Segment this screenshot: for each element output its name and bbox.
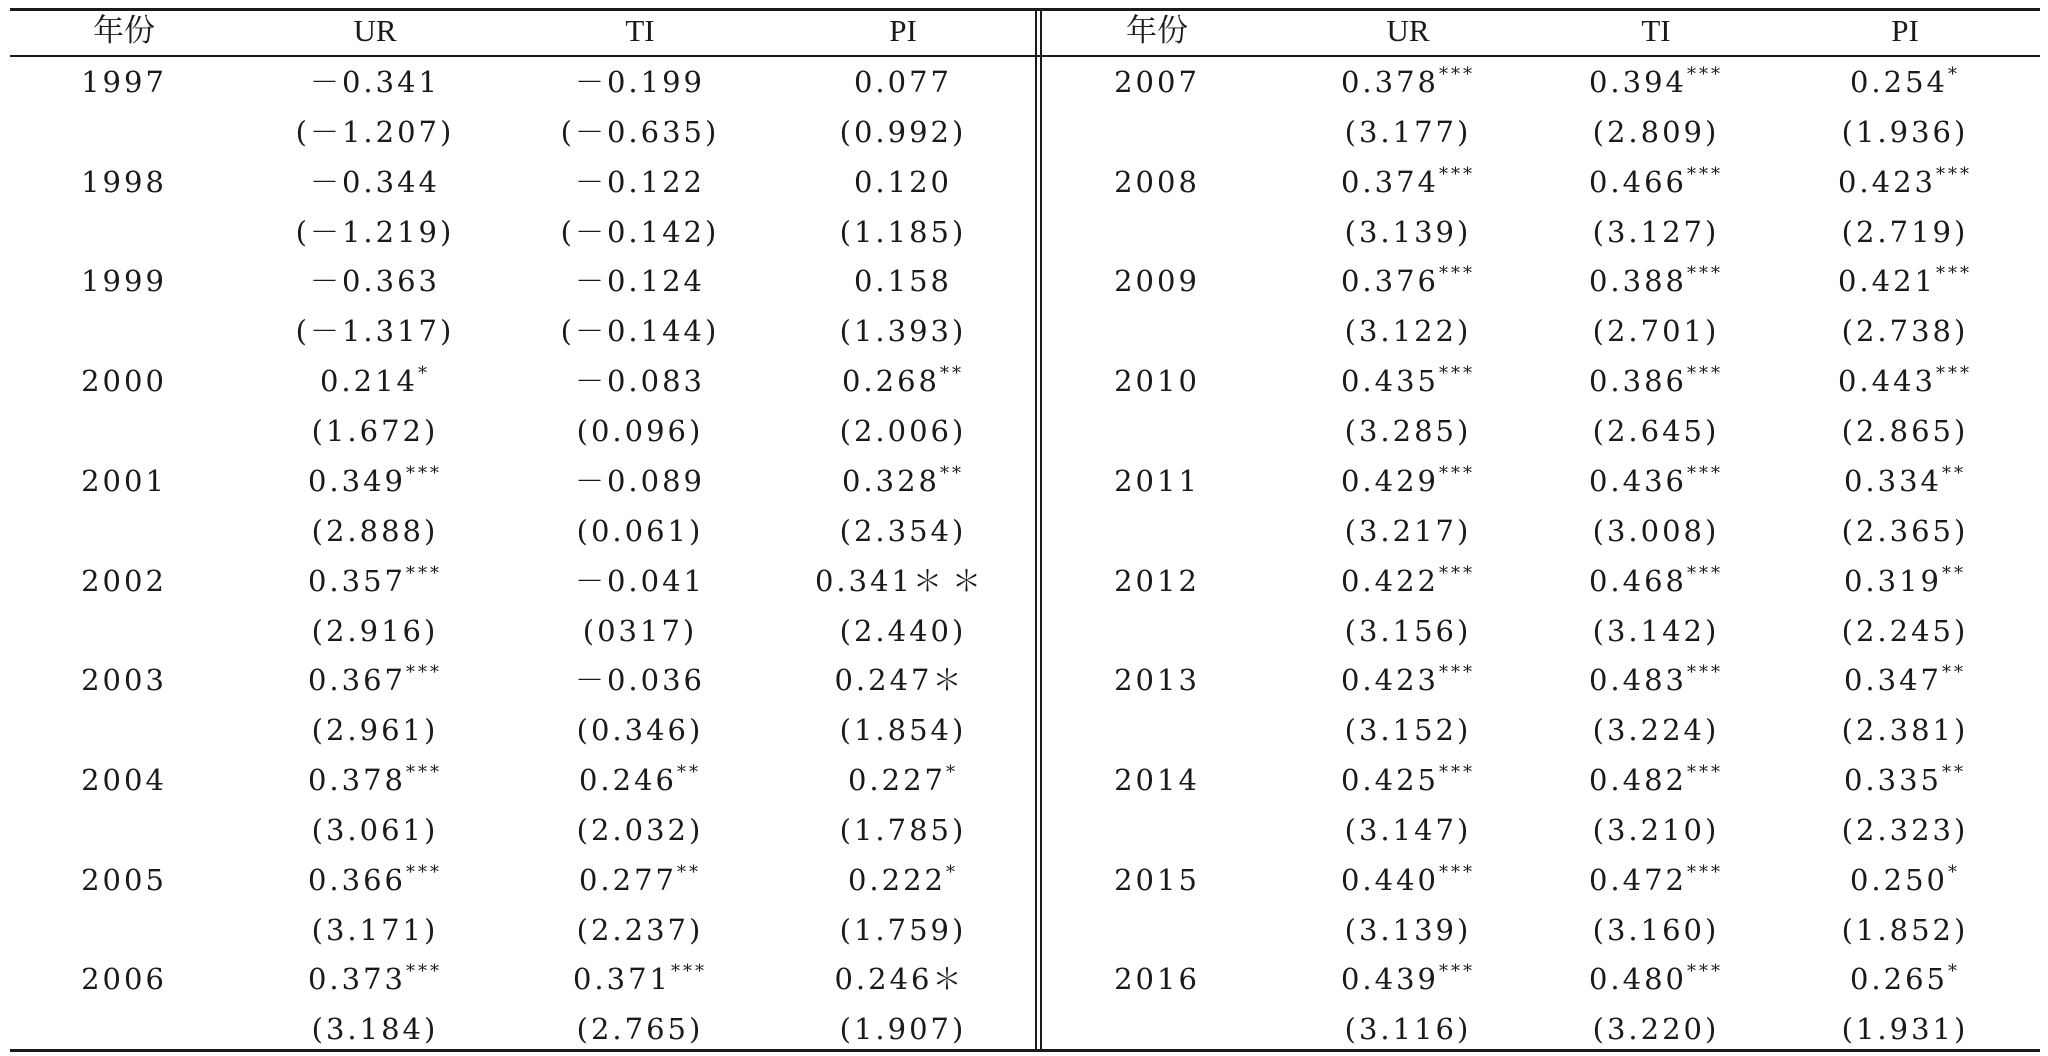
coef-value: 0.277 — [578, 862, 678, 897]
right-coef-ur — [1340, 761, 1476, 797]
right-coef-ti — [1588, 662, 1724, 698]
coef-value: 0.367 — [307, 663, 407, 698]
coef-value: 0.482 — [1588, 762, 1688, 797]
significance-stars: *** — [1439, 462, 1476, 484]
right-coef-ti — [1588, 64, 1724, 99]
right-tstat-ur: (3.152) — [1344, 713, 1472, 748]
right-tstat-ti: (3.210) — [1592, 812, 1720, 847]
significance-stars: *** — [1439, 761, 1476, 783]
coef-value: 0.374 — [1340, 164, 1440, 199]
right-year-cell: 2008 — [1114, 164, 1200, 199]
right-year-cell: 2007 — [1114, 65, 1200, 99]
right-tstat-ur: (3.139) — [1344, 912, 1472, 947]
significance-stars: *** — [1439, 363, 1476, 385]
coef-value: －0.341 — [309, 65, 441, 99]
significance-stars: *** — [406, 662, 443, 684]
coef-value: 0.319 — [1843, 563, 1943, 598]
coef-value: 0.472 — [1588, 862, 1688, 897]
left-header-pi: PI — [889, 13, 917, 48]
right-year-cell: 2015 — [1114, 862, 1200, 897]
coef-value: 0.373 — [307, 962, 407, 997]
left-header-ti: TI — [625, 13, 655, 48]
left-year-cell: 2006 — [81, 962, 167, 997]
significance-stars: ** — [940, 462, 965, 484]
right-tstat-pi: (1.931) — [1841, 1012, 1969, 1047]
left-year-cell: 2002 — [81, 563, 167, 598]
right-header-pi: PI — [1891, 13, 1919, 48]
left-year-cell: 2000 — [81, 364, 167, 399]
coef-value: 0.439 — [1340, 962, 1440, 997]
significance-stars: *** — [1687, 562, 1724, 584]
significance-stars: *** — [1687, 462, 1724, 484]
coef-value: 0.423 — [1837, 164, 1937, 199]
right-coef-ur — [1340, 363, 1476, 399]
coef-value: 0.429 — [1340, 463, 1440, 498]
coef-value: 0.440 — [1340, 862, 1440, 897]
right-header-ti: TI — [1641, 13, 1671, 48]
coef-value: －0.124 — [574, 264, 706, 299]
significance-stars: *** — [1439, 662, 1476, 684]
significance-stars: ** — [677, 761, 702, 783]
significance-stars: * — [1948, 961, 1961, 983]
right-tstat-pi: (1.852) — [1841, 912, 1969, 947]
right-tstat-pi: (2.865) — [1841, 414, 1969, 449]
coef-value: 0.120 — [853, 164, 953, 199]
right-coef-ti — [1588, 861, 1724, 897]
left-tstat-pi: (2.440) — [839, 613, 967, 648]
coef-value: 0.247 — [834, 663, 933, 698]
coef-value: －0.199 — [574, 65, 706, 99]
right-year-cell: 2012 — [1114, 563, 1200, 598]
significance-stars: *** — [406, 462, 443, 484]
coef-value: 0.265 — [1849, 962, 1949, 997]
coef-value: 0.214 — [319, 364, 419, 399]
significance-mark: ＊ — [932, 962, 972, 997]
significance-stars: ** — [1942, 662, 1967, 684]
right-coef-ti — [1588, 961, 1724, 997]
right-tstat-ur: (3.147) — [1344, 812, 1472, 847]
left-coef-ti — [574, 164, 706, 199]
left-coef-ti — [578, 761, 702, 797]
right-coef-ur — [1340, 462, 1476, 498]
right-tstat-pi: (2.381) — [1841, 713, 1969, 748]
significance-stars: *** — [406, 961, 443, 983]
coef-value: 0.268 — [841, 364, 941, 399]
significance-stars: *** — [1687, 662, 1724, 684]
coef-value: －0.083 — [574, 364, 706, 399]
left-tstat-ti: (0.346) — [576, 713, 704, 748]
right-year-cell: 2009 — [1114, 264, 1200, 299]
right-coef-pi — [1837, 163, 1973, 199]
coef-value: 0.077 — [853, 65, 953, 99]
left-coef-ur — [309, 264, 441, 299]
significance-stars: *** — [671, 961, 708, 983]
significance-stars: * — [418, 363, 431, 385]
right-tstat-ti: (3.220) — [1592, 1012, 1720, 1047]
left-year-cell: 1999 — [81, 264, 167, 299]
left-coef-ti — [574, 65, 706, 99]
right-coef-ur — [1340, 861, 1476, 897]
significance-stars: *** — [1439, 163, 1476, 185]
panel-divider-left — [1035, 8, 1037, 1052]
significance-stars: *** — [1687, 163, 1724, 185]
coef-value: 0.376 — [1340, 264, 1440, 299]
right-tstat-ti: (3.142) — [1592, 613, 1720, 648]
right-tstat-ti: (2.701) — [1592, 314, 1720, 349]
left-coef-pi — [834, 663, 972, 698]
left-coef-ur — [309, 65, 441, 99]
left-tstat-ur: (2.888) — [311, 513, 439, 548]
significance-stars: * — [946, 861, 959, 883]
coef-value: 0.394 — [1588, 65, 1688, 99]
left-tstat-ur: (2.916) — [311, 613, 439, 648]
right-coef-ti — [1588, 263, 1724, 299]
right-year-cell: 2016 — [1114, 962, 1200, 997]
coef-value: －0.089 — [574, 463, 706, 498]
coef-value: 0.423 — [1340, 663, 1440, 698]
right-tstat-ti: (2.809) — [1592, 115, 1720, 149]
coef-value: 0.378 — [1340, 65, 1440, 99]
right-coef-ur — [1340, 562, 1476, 598]
right-coef-ti — [1588, 363, 1724, 399]
coef-value: 0.222 — [847, 862, 947, 897]
left-header-ur: UR — [353, 13, 397, 48]
left-tstat-ur: (－1.219) — [295, 214, 455, 249]
right-header-year: 年份 — [1126, 13, 1188, 48]
header-rule — [10, 55, 2040, 57]
right-coef-pi — [1849, 961, 1961, 997]
left-coef-ti — [574, 463, 706, 498]
significance-stars: *** — [1439, 961, 1476, 983]
coef-value: 0.388 — [1588, 264, 1688, 299]
significance-stars: ** — [1942, 761, 1967, 783]
significance-stars: * — [946, 761, 959, 783]
left-tstat-ur: (3.061) — [311, 812, 439, 847]
left-tstat-ur: (3.184) — [311, 1012, 439, 1047]
left-tstat-ti: (－0.144) — [560, 314, 720, 349]
significance-stars: ** — [1942, 562, 1967, 584]
right-coef-pi — [1849, 861, 1961, 897]
coef-value: 0.158 — [853, 264, 953, 299]
left-coef-ti — [574, 563, 706, 598]
left-tstat-ti: (2.237) — [576, 912, 704, 947]
left-tstat-pi: (1.185) — [839, 214, 967, 249]
right-coef-ti — [1588, 562, 1724, 598]
left-coef-pi — [853, 264, 953, 299]
coef-value: －0.041 — [574, 563, 706, 598]
left-tstat-pi: (1.393) — [839, 314, 967, 349]
right-coef-pi — [1837, 363, 1973, 399]
coef-value: 0.436 — [1588, 463, 1688, 498]
right-year-cell: 2014 — [1114, 762, 1200, 797]
coef-value: 0.386 — [1588, 364, 1688, 399]
right-tstat-pi: (2.323) — [1841, 812, 1969, 847]
right-tstat-ur: (3.285) — [1344, 414, 1472, 449]
top-rule — [10, 8, 2040, 11]
left-coef-ur — [309, 164, 441, 199]
right-year-cell: 2013 — [1114, 663, 1200, 698]
left-coef-ti — [574, 663, 706, 698]
right-tstat-ti: (3.224) — [1592, 713, 1720, 748]
right-year-cell: 2010 — [1114, 364, 1200, 399]
coef-value: 0.421 — [1837, 264, 1937, 299]
left-coef-ur — [307, 761, 443, 797]
right-tstat-ur: (3.122) — [1344, 314, 1472, 349]
right-tstat-ur: (3.217) — [1344, 513, 1472, 548]
right-tstat-ur: (3.139) — [1344, 214, 1472, 249]
left-tstat-ti: (2.765) — [576, 1012, 704, 1047]
right-tstat-ti: (2.645) — [1592, 414, 1720, 449]
significance-stars: *** — [1687, 64, 1724, 85]
significance-stars: *** — [1936, 263, 1973, 285]
significance-stars: *** — [406, 861, 443, 883]
right-coef-ur — [1340, 263, 1476, 299]
left-tstat-pi: (2.006) — [839, 414, 967, 449]
significance-stars: *** — [1439, 64, 1476, 85]
coef-value: 0.371 — [572, 962, 672, 997]
right-coef-ti — [1588, 462, 1724, 498]
left-coef-ur — [307, 562, 443, 598]
left-coef-pi — [834, 962, 972, 997]
left-coef-ur — [307, 961, 443, 997]
coef-value: 0.341 — [814, 563, 914, 598]
left-coef-ur — [307, 662, 443, 698]
right-tstat-ti: (3.160) — [1592, 912, 1720, 947]
significance-stars: *** — [1687, 961, 1724, 983]
coef-value: 0.328 — [841, 463, 941, 498]
left-tstat-ur: (3.171) — [311, 912, 439, 947]
left-coef-pi — [853, 164, 953, 199]
left-year-cell: 1998 — [81, 164, 167, 199]
coef-value: 0.435 — [1340, 364, 1440, 399]
left-coef-ti — [574, 364, 706, 399]
left-tstat-ti: (0.061) — [576, 513, 704, 548]
left-tstat-pi: (2.354) — [839, 513, 967, 548]
coef-value: 0.246 — [578, 762, 678, 797]
significance-stars: * — [1948, 64, 1961, 85]
left-tstat-ti: (－0.635) — [560, 115, 720, 149]
left-tstat-pi: (1.854) — [839, 713, 967, 748]
coef-value: 0.349 — [307, 463, 407, 498]
left-coef-pi — [847, 761, 959, 797]
coef-value: 0.468 — [1588, 563, 1688, 598]
right-tstat-pi: (2.738) — [1841, 314, 1969, 349]
significance-stars: *** — [1687, 363, 1724, 385]
left-coef-ti — [572, 961, 708, 997]
right-tstat-pi: (2.245) — [1841, 613, 1969, 648]
coef-value: 0.483 — [1588, 663, 1688, 698]
coef-value: －0.036 — [574, 663, 706, 698]
significance-mark: ＊ — [932, 663, 972, 698]
coef-value: 0.443 — [1837, 364, 1937, 399]
coef-value: －0.363 — [309, 264, 441, 299]
left-tstat-ur: (－1.317) — [295, 314, 455, 349]
bottom-rule — [10, 1049, 2040, 1052]
coef-value: 0.335 — [1843, 762, 1943, 797]
right-coef-ur — [1340, 64, 1476, 99]
significance-stars: ** — [940, 363, 965, 385]
left-coef-ur — [307, 861, 443, 897]
significance-stars: ** — [1942, 462, 1967, 484]
left-year-cell: 2003 — [81, 663, 167, 698]
left-coef-pi — [853, 65, 953, 99]
left-tstat-pi: (1.759) — [839, 912, 967, 947]
significance-stars: *** — [1439, 861, 1476, 883]
significance-stars: *** — [1687, 761, 1724, 783]
right-coef-ur — [1340, 961, 1476, 997]
coef-value: 0.250 — [1849, 862, 1949, 897]
right-tstat-ur: (3.177) — [1344, 115, 1472, 149]
coef-value: 0.357 — [307, 563, 407, 598]
coef-value: 0.227 — [847, 762, 947, 797]
left-tstat-pi: (1.907) — [839, 1012, 967, 1047]
coef-value: 0.347 — [1843, 663, 1943, 698]
left-year-cell: 2005 — [81, 862, 167, 897]
right-tstat-pi: (1.936) — [1841, 115, 1969, 149]
significance-stars: *** — [1936, 363, 1973, 385]
coef-value: 0.422 — [1340, 563, 1440, 598]
right-coef-pi — [1849, 64, 1961, 99]
coef-value: 0.378 — [307, 762, 407, 797]
left-tstat-pi: (1.785) — [839, 812, 967, 847]
coef-value: 0.246 — [834, 962, 933, 997]
right-year-cell: 2011 — [1114, 463, 1200, 498]
right-coef-pi — [1843, 462, 1967, 498]
left-tstat-ur: (－1.207) — [295, 115, 455, 149]
right-coef-pi — [1843, 662, 1967, 698]
significance-stars: *** — [1439, 263, 1476, 285]
significance-stars: *** — [1936, 163, 1973, 185]
coef-value: －0.344 — [309, 164, 441, 199]
right-coef-ur — [1340, 163, 1476, 199]
right-coef-pi — [1843, 562, 1967, 598]
left-coef-pi — [814, 563, 992, 598]
left-tstat-ti: (0.096) — [576, 414, 704, 449]
panel-divider-right — [1040, 8, 1042, 1052]
significance-stars: *** — [406, 562, 443, 584]
left-year-cell: 2004 — [81, 762, 167, 797]
left-tstat-pi: (0.992) — [839, 115, 967, 149]
left-coef-ti — [574, 264, 706, 299]
coef-value: 0.334 — [1843, 463, 1943, 498]
right-coef-pi — [1837, 263, 1973, 299]
left-coef-ur — [319, 363, 431, 399]
right-coef-pi — [1843, 761, 1967, 797]
right-coef-ti — [1588, 163, 1724, 199]
right-tstat-ur: (3.116) — [1344, 1012, 1472, 1047]
coef-value: 0.366 — [307, 862, 407, 897]
left-coef-ti — [578, 861, 702, 897]
significance-stars: *** — [1687, 263, 1724, 285]
coef-value: 0.480 — [1588, 962, 1688, 997]
significance-stars: *** — [406, 761, 443, 783]
right-coef-ur — [1340, 662, 1476, 698]
significance-stars: ** — [677, 861, 702, 883]
coef-value: 0.466 — [1588, 164, 1688, 199]
right-tstat-ur: (3.156) — [1344, 613, 1472, 648]
left-tstat-ti: (0317) — [582, 613, 698, 648]
right-tstat-ti: (3.127) — [1592, 214, 1720, 249]
significance-mark: ＊＊ — [913, 563, 992, 598]
significance-stars: *** — [1439, 562, 1476, 584]
right-header-ur: UR — [1386, 13, 1430, 48]
left-coef-pi — [841, 363, 965, 399]
right-tstat-ti: (3.008) — [1592, 513, 1720, 548]
left-coef-pi — [841, 462, 965, 498]
right-coef-ti — [1588, 761, 1724, 797]
right-tstat-pi: (2.719) — [1841, 214, 1969, 249]
left-coef-pi — [847, 861, 959, 897]
left-tstat-ti: (－0.142) — [560, 214, 720, 249]
left-header-year: 年份 — [93, 13, 155, 48]
left-tstat-ur: (2.961) — [311, 713, 439, 748]
right-tstat-pi: (2.365) — [1841, 513, 1969, 548]
left-year-cell: 1997 — [81, 65, 167, 99]
coef-value: 0.425 — [1340, 762, 1440, 797]
left-year-cell: 2001 — [81, 463, 167, 498]
significance-stars: * — [1948, 861, 1961, 883]
left-coef-ur — [307, 462, 443, 498]
left-tstat-ur: (1.672) — [311, 414, 439, 449]
left-tstat-ti: (2.032) — [576, 812, 704, 847]
significance-stars: *** — [1687, 861, 1724, 883]
coef-value: 0.254 — [1849, 65, 1949, 99]
coef-value: －0.122 — [574, 164, 706, 199]
